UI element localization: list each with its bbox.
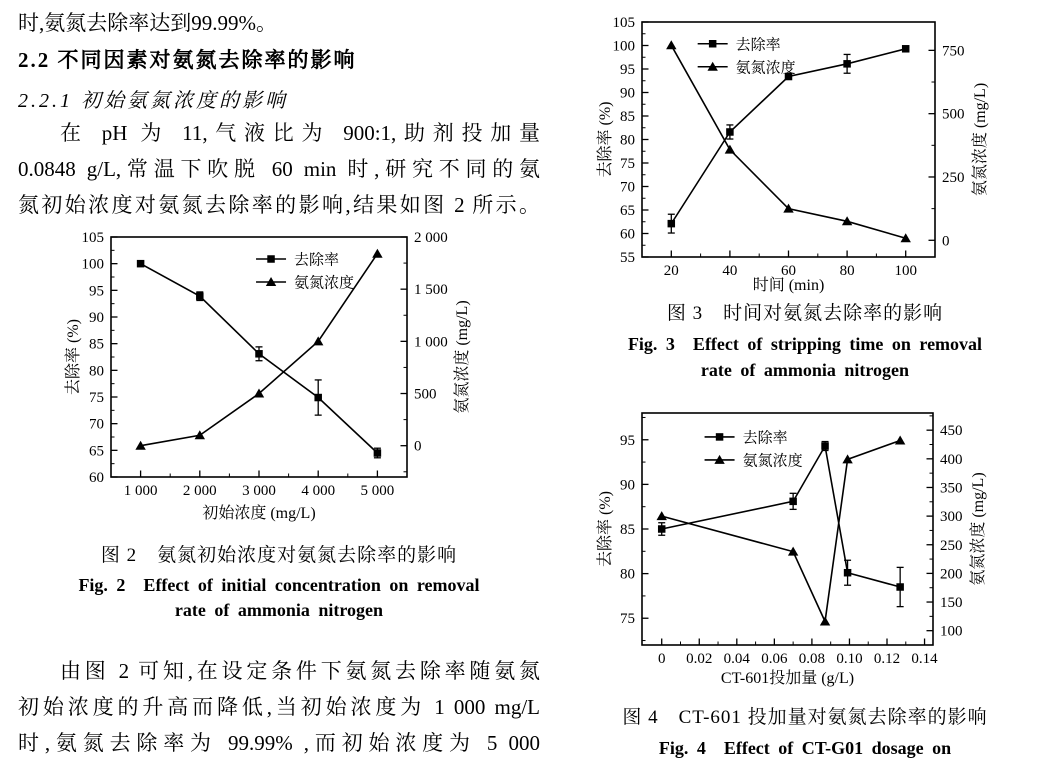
figure4-caption-en-line1: Fig. 4 Effect of CT-G01 dosage on bbox=[658, 738, 952, 758]
svg-text:5 000: 5 000 bbox=[360, 483, 395, 499]
fig4-x-axis-label: CT-601投加量 (g/L) bbox=[720, 670, 855, 687]
svg-text:75: 75 bbox=[620, 156, 635, 172]
svg-text:60: 60 bbox=[89, 470, 104, 486]
svg-text:0.12: 0.12 bbox=[873, 651, 901, 667]
svg-text:0: 0 bbox=[414, 438, 422, 455]
svg-text:75: 75 bbox=[89, 390, 104, 406]
svg-text:20: 20 bbox=[663, 263, 679, 279]
svg-text:95: 95 bbox=[620, 62, 635, 78]
fig2-x-axis bbox=[124, 471, 395, 523]
svg-text:105: 105 bbox=[612, 15, 635, 31]
section-heading-2-2: 2.2 不同因素对氨氮去除率的影响 bbox=[18, 48, 357, 72]
figure2-caption-cn: 图 2 氨氮初始浓度对氨氮去除率的影响 bbox=[100, 545, 458, 566]
svg-text:55: 55 bbox=[620, 250, 635, 266]
svg-text:95: 95 bbox=[89, 283, 104, 300]
fig3-right-y-axis bbox=[929, 43, 990, 249]
svg-text:0.10: 0.10 bbox=[836, 651, 863, 667]
svg-text:去除率: 去除率 bbox=[294, 252, 340, 269]
figure4-line-chart bbox=[595, 400, 1015, 690]
svg-text:2 000: 2 000 bbox=[182, 483, 217, 499]
svg-text:100: 100 bbox=[612, 38, 635, 55]
svg-text:80: 80 bbox=[620, 566, 635, 583]
fig3-left-y-axis bbox=[596, 15, 649, 266]
svg-text:150: 150 bbox=[940, 595, 963, 612]
svg-text:65: 65 bbox=[620, 203, 635, 219]
fig2-left-y-axis bbox=[64, 230, 118, 486]
fig2-legend bbox=[256, 252, 354, 292]
subsection-heading-2-2-1: 2.2.1 初始氨氮浓度的影响 bbox=[18, 90, 288, 112]
svg-text:90: 90 bbox=[620, 85, 635, 102]
paragraph1-line3: 氮初始浓度对氨氮去除率的影响,结果如图 2 所示。 bbox=[18, 193, 540, 217]
paragraph1-line2: 0.0848 g/L,常温下吹脱 60 min 时,研究不同的氨 bbox=[18, 157, 540, 181]
svg-text:70: 70 bbox=[620, 179, 635, 196]
fig3-right-y-axis-label: 氨氮浓度 (mg/L) bbox=[972, 82, 989, 197]
svg-text:1 000: 1 000 bbox=[414, 334, 448, 351]
svg-text:95: 95 bbox=[620, 432, 635, 449]
fig2-right-y-axis bbox=[401, 230, 472, 472]
svg-text:65: 65 bbox=[89, 443, 104, 460]
fig3-left-y-axis-label: 去除率 (%) bbox=[597, 101, 614, 178]
svg-text:氨氮浓度: 氨氮浓度 bbox=[294, 275, 355, 292]
svg-text:1 500: 1 500 bbox=[414, 282, 448, 299]
svg-text:350: 350 bbox=[940, 480, 963, 497]
svg-text:105: 105 bbox=[81, 230, 104, 246]
svg-text:氨氮浓度: 氨氮浓度 bbox=[742, 453, 803, 470]
svg-text:500: 500 bbox=[942, 106, 965, 123]
svg-text:100: 100 bbox=[940, 623, 963, 640]
fig2-left-y-axis-label: 去除率 (%) bbox=[65, 319, 82, 395]
svg-text:85: 85 bbox=[620, 109, 635, 125]
fig3-legend bbox=[698, 36, 796, 76]
svg-text:80: 80 bbox=[839, 263, 855, 279]
svg-text:90: 90 bbox=[89, 310, 104, 326]
svg-text:90: 90 bbox=[620, 477, 635, 494]
svg-text:85: 85 bbox=[620, 522, 635, 538]
svg-text:250: 250 bbox=[942, 169, 965, 186]
svg-text:100: 100 bbox=[894, 263, 917, 279]
svg-text:500: 500 bbox=[414, 386, 437, 403]
svg-text:0.06: 0.06 bbox=[761, 651, 788, 667]
figure4-caption-cn: 图 4 CT-601 投加量对氨氮去除率的影响 bbox=[622, 707, 988, 728]
svg-text:40: 40 bbox=[722, 263, 738, 279]
fig2-x-axis-label: 初始浓度 (mg/L) bbox=[202, 505, 316, 522]
figure2-caption-en-line2: rate of ammonia nitrogen bbox=[174, 600, 384, 620]
svg-text:60: 60 bbox=[781, 263, 796, 279]
fig4-left-y-axis bbox=[596, 417, 649, 640]
svg-text:450: 450 bbox=[940, 423, 963, 440]
paragraph1-line1: 在 pH 为 11,气液比为 900:1,助剂投加量 bbox=[60, 121, 540, 145]
fig4-right-y-axis-label: 氨氮浓度 (mg/L) bbox=[970, 472, 987, 586]
svg-text:1 000: 1 000 bbox=[123, 483, 158, 499]
figure3-line-chart bbox=[595, 5, 1015, 295]
svg-text:300: 300 bbox=[940, 509, 963, 526]
svg-text:80: 80 bbox=[620, 132, 635, 149]
figure3-caption-en-line2: rate of ammonia nitrogen bbox=[700, 360, 910, 380]
svg-text:0.14: 0.14 bbox=[911, 651, 938, 667]
svg-text:0: 0 bbox=[942, 233, 950, 250]
fig4-legend bbox=[705, 429, 803, 469]
svg-text:200: 200 bbox=[940, 566, 963, 583]
paragraph2-line1: 由图 2 可知,在设定条件下氨氮去除率随氨氮 bbox=[60, 659, 540, 683]
svg-text:0: 0 bbox=[657, 651, 666, 667]
fig4-left-y-axis-label: 去除率 (%) bbox=[597, 491, 614, 567]
svg-text:去除率: 去除率 bbox=[742, 430, 788, 447]
svg-text:4 000: 4 000 bbox=[301, 483, 336, 499]
svg-text:75: 75 bbox=[620, 611, 635, 628]
svg-text:0.02: 0.02 bbox=[686, 651, 713, 667]
svg-text:85: 85 bbox=[89, 336, 104, 353]
svg-text:100: 100 bbox=[81, 256, 104, 273]
figure2-caption-en-line1: Fig. 2 Effect of initial concentration on removal bbox=[78, 575, 480, 595]
paragraph2-line3: 时,氨氮去除率为 99.99% ,而初始浓度为 5 000 bbox=[18, 731, 540, 755]
figure2-line-chart bbox=[62, 227, 482, 527]
fig4-right-y-axis bbox=[927, 416, 988, 640]
fig2-right-y-axis-label: 氨氮浓度 (mg/L) bbox=[454, 300, 471, 414]
svg-text:750: 750 bbox=[942, 43, 965, 60]
svg-text:3 000: 3 000 bbox=[242, 483, 276, 499]
svg-text:80: 80 bbox=[89, 363, 104, 380]
fig3-x-axis-label: 时间 (min) bbox=[752, 277, 825, 294]
body-text-line-top: 时,氨氮去除率达到99.99%。 bbox=[18, 11, 277, 35]
figure3-caption-en-line1: Fig. 3 Effect of stripping time on removal bbox=[627, 334, 983, 354]
svg-text:60: 60 bbox=[620, 226, 635, 243]
svg-text:250: 250 bbox=[940, 537, 963, 554]
svg-text:2 000: 2 000 bbox=[414, 230, 448, 246]
svg-text:400: 400 bbox=[940, 451, 963, 468]
fig4-plot-frame bbox=[642, 413, 933, 645]
figure3-caption-cn: 图 3 时间对氨氮去除率的影响 bbox=[666, 303, 944, 324]
svg-text:0.04: 0.04 bbox=[723, 651, 750, 667]
svg-text:0.08: 0.08 bbox=[798, 651, 826, 667]
svg-text:去除率: 去除率 bbox=[735, 37, 781, 54]
paragraph2-line2: 初始浓度的升高而降低,当初始浓度为 1 000 mg/L bbox=[18, 695, 540, 719]
svg-text:氨氮浓度: 氨氮浓度 bbox=[735, 60, 796, 77]
fig3-plot-frame bbox=[642, 22, 935, 257]
svg-text:70: 70 bbox=[89, 416, 104, 433]
